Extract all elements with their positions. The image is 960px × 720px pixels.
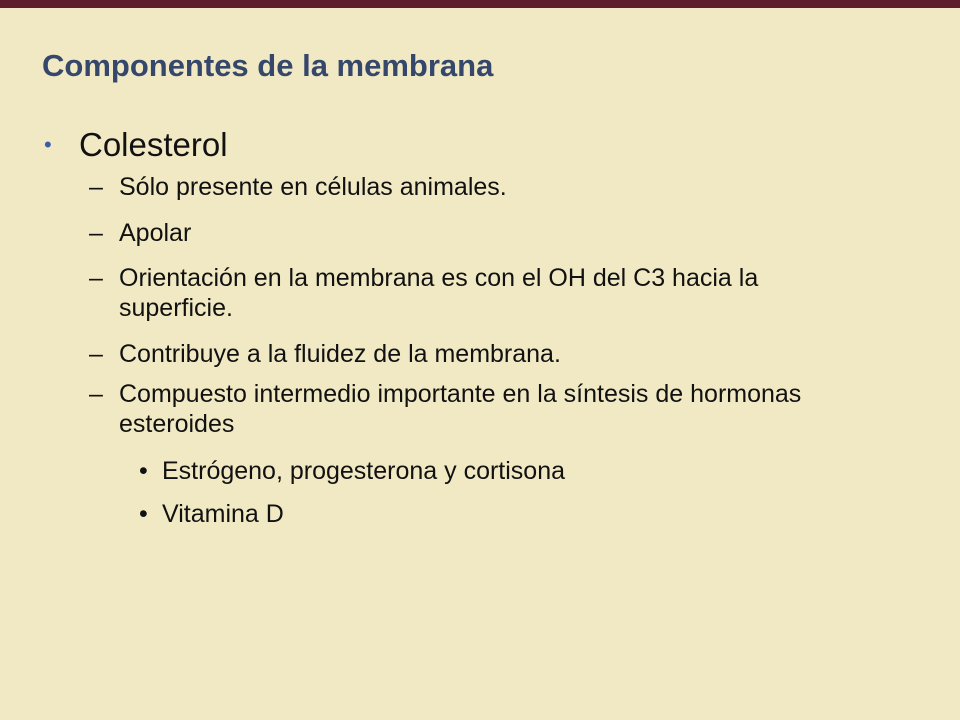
dash-icon: – — [89, 264, 103, 292]
sub-item-text: Contribuye a la fluidez de la membrana. — [119, 340, 561, 368]
dash-icon: – — [89, 380, 103, 408]
dash-icon: – — [89, 219, 103, 247]
sub-sub-item-text: Estrógeno, progesterona y cortisona — [162, 457, 566, 485]
bullet-icon: • — [44, 132, 52, 157]
slide-title: Componentes de la membrana — [42, 48, 494, 83]
sub-item-text: Apolar — [119, 219, 192, 247]
sub-item-text: Orientación en la membrana es con el OH del C3 hacia la superficie. — [119, 264, 759, 322]
sub-sub-item-text: Vitamina D — [162, 500, 284, 528]
dash-icon: – — [89, 340, 103, 368]
bullet-icon: • — [139, 500, 148, 528]
bullet-icon: • — [139, 457, 148, 485]
top-accent-bar — [0, 0, 960, 8]
sub-item-text: Compuesto intermedio importante en la síntesis de hormonas esteroides — [119, 380, 802, 438]
dash-icon: – — [89, 173, 103, 201]
main-bullet-text: Colesterol — [79, 126, 228, 163]
sub-item-text: Sólo presente en células animales. — [119, 173, 507, 201]
